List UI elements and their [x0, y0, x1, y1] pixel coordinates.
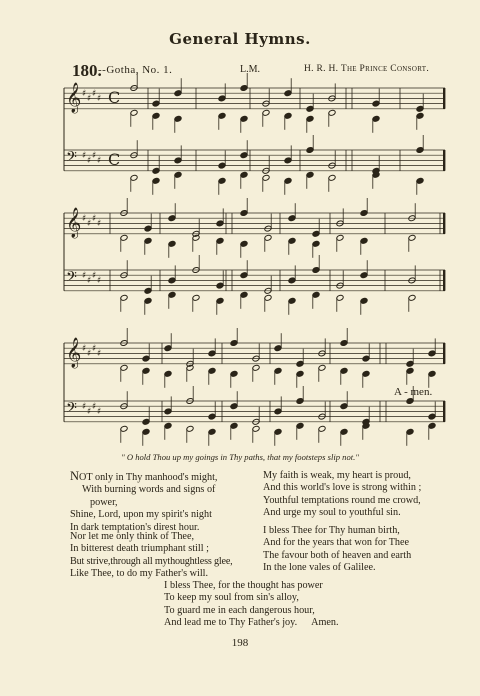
sharp-icon: ♯	[97, 407, 102, 417]
verse-line: And urge my soul to youthful sin.	[263, 507, 401, 519]
verse-line: And for the years that won for Thee	[263, 537, 410, 549]
sharp-icon: ♯	[82, 344, 87, 354]
tune-name: --Gotha, No. 1.	[98, 64, 173, 76]
verse-line: In dark temptation's direst hour.	[70, 521, 200, 533]
sharp-icon: ♯	[92, 214, 97, 224]
final-bar	[443, 88, 445, 109]
bass-clef-icon: 𝄢	[66, 400, 77, 420]
verse-line: I bless Thee for Thy human birth,	[263, 525, 400, 536]
bass-clef-icon: 𝄢	[66, 269, 77, 289]
page-header-title: General Hymns.	[169, 30, 311, 48]
treble-clef-icon: 𝄞	[66, 83, 82, 113]
verse-4	[263, 525, 463, 575]
treble-clef-icon: 𝄞	[66, 338, 82, 368]
verse-line: Shine, Lord, upon my spirit's night	[70, 509, 212, 521]
sharp-icon: ♯	[97, 219, 102, 229]
composer: H. R. H. The Prince Consort.	[304, 64, 429, 74]
sharp-icon: ♯	[87, 219, 92, 229]
final-bar	[443, 270, 445, 291]
sharp-icon: ♯	[82, 151, 87, 161]
final-bar	[443, 343, 445, 364]
verse-line: My faith is weak, my heart is proud,	[263, 470, 411, 481]
sharp-icon: ♯	[92, 402, 97, 412]
final-bar	[443, 401, 445, 422]
epigraph: " O hold Thou up my goings in Thy paths, that my footsteps slip not."	[121, 452, 359, 462]
meter: L.M.	[240, 64, 260, 75]
sharp-icon: ♯	[92, 89, 97, 99]
verse-line: With burning words and signs of	[82, 484, 216, 496]
sharp-icon: ♯	[87, 156, 92, 166]
verse-line: The favour both of heaven and earth	[263, 549, 412, 561]
final-bar	[443, 213, 445, 234]
verse-5	[164, 580, 394, 630]
verse-line: OT only in Thy manhood's might,	[79, 472, 218, 483]
sharp-icon: ♯	[82, 214, 87, 224]
sharp-icon: ♯	[97, 94, 102, 104]
verse-line: To keep my soul from sin's alloy,	[164, 592, 299, 604]
time-signature: C	[108, 88, 121, 107]
verse-3	[263, 470, 463, 520]
bass-clef-icon: 𝄢	[66, 149, 77, 169]
amen-lyric: A - men.	[394, 386, 433, 398]
sharp-icon: ♯	[82, 89, 87, 99]
verse-line: But strive,through all mythoughtless glee,	[70, 555, 233, 567]
verse-line: Youthful temptations round me crowd,	[263, 494, 421, 506]
hymn-number: 180.	[72, 61, 102, 80]
sharp-icon: ♯	[87, 276, 92, 286]
time-signature: C	[108, 150, 121, 169]
verse-line: In bitterest death triumphant still ;	[70, 543, 209, 555]
verse-line: And this world's love is strong within ;	[263, 482, 422, 494]
sharp-icon: ♯	[97, 156, 102, 166]
verse-line: power,	[90, 496, 118, 508]
sharp-icon: ♯	[82, 402, 87, 412]
sharp-icon: ♯	[92, 344, 97, 354]
sharp-icon: ♯	[87, 407, 92, 417]
sharp-icon: ♯	[82, 271, 87, 281]
verse-line: Like Thee, to do my Father's will.	[70, 568, 209, 580]
amen-text: Amen.	[311, 617, 339, 629]
verse-line: To guard me in each dangerous hour,	[164, 604, 315, 616]
verse-line: In the lone vales of Galilee.	[263, 562, 376, 574]
drop-cap: N	[70, 469, 80, 483]
sharp-icon: ♯	[97, 349, 102, 359]
page-number: 198	[231, 637, 249, 649]
verse-2	[70, 531, 260, 581]
verse-line: I bless Thee, for the thought has power	[164, 580, 323, 591]
sharp-icon: ♯	[87, 94, 92, 104]
verse-1	[70, 470, 260, 534]
sharp-icon: ♯	[92, 271, 97, 281]
sharp-icon: ♯	[92, 151, 97, 161]
final-bar	[443, 150, 445, 171]
verse-line: And lead me to Thy Father's joy.	[164, 617, 298, 629]
verse-line: Nor let me only think of Thee,	[70, 531, 195, 542]
sharp-icon: ♯	[97, 276, 102, 286]
sharp-icon: ♯	[87, 349, 92, 359]
treble-clef-icon: 𝄞	[66, 208, 82, 238]
